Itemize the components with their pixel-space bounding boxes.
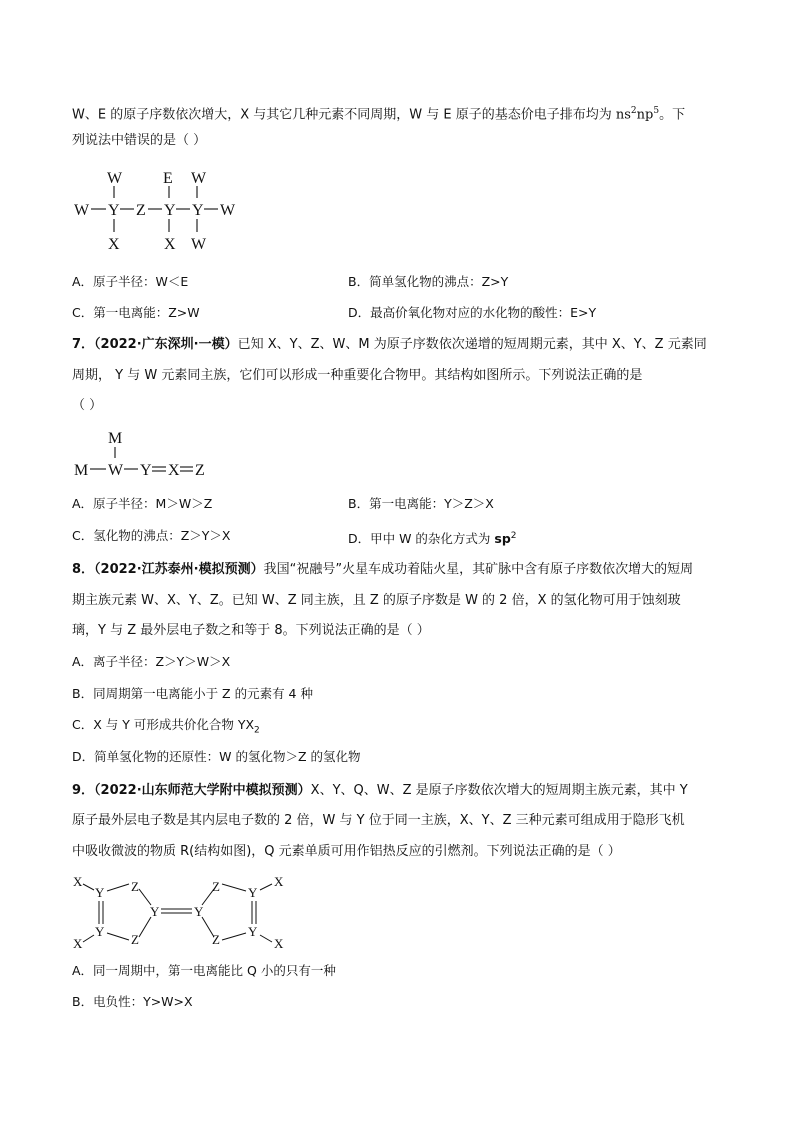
- config-np-sup: 5: [653, 106, 660, 116]
- atom-y: Y: [140, 462, 152, 479]
- q6-option-a[interactable]: A．原子半径：W＜E: [72, 274, 189, 289]
- q6-intro-line2: 列说法中错误的是（ ）: [72, 133, 207, 148]
- atom-x2: X: [164, 236, 176, 253]
- atom-x-br: X: [274, 936, 284, 951]
- atom-y2: Y: [164, 202, 176, 219]
- q9-line3: 中吸收微波的物质 R(结构如图)，Q 元素单质可用作铝热反应的引燃剂。下列说法正确的是（ ）: [72, 844, 621, 859]
- atom-z: Z: [136, 202, 146, 219]
- q8-option-b[interactable]: B．同周期第一电离能小于 Z 的元素有 4 种: [72, 686, 313, 701]
- atom-w-right: W: [220, 202, 236, 219]
- q8-option-c[interactable]: [72, 716, 260, 740]
- q6-option-c[interactable]: C．第一电离能：Z>W: [72, 305, 200, 320]
- q7-line1: [72, 335, 707, 355]
- q8-line3: 璃，Y 与 Z 最外层电子数之和等于 8。下列说法正确的是（ ）: [72, 623, 430, 638]
- q9-source: （2022·山东师范大学附中模拟预测）: [94, 783, 311, 798]
- atom-w-top1: W: [107, 170, 123, 187]
- atom-y-br: Y: [248, 924, 258, 939]
- config-np: np: [636, 107, 654, 123]
- atom-z-br: Z: [212, 932, 220, 947]
- atom-x1: X: [108, 236, 120, 253]
- atom-w-bottom: W: [191, 236, 207, 253]
- q7-option-a[interactable]: A．原子半径：M＞W＞Z: [72, 496, 213, 511]
- q6-intro-text: W、E 的原子序数依次增大，X 与其它几种元素不同周期，W 与 E 原子的基态价电子排布均为: [72, 107, 616, 123]
- q7-option-c[interactable]: C．氢化物的沸点：Z＞Y＞X: [72, 528, 231, 543]
- q9-number: 9．: [72, 783, 95, 798]
- q8-option-a[interactable]: A．离子半径：Z＞Y＞W＞X: [72, 654, 231, 669]
- atom-x-tl: X: [73, 874, 83, 889]
- atom-m-left: M: [74, 462, 89, 479]
- atom-w: W: [108, 462, 124, 479]
- q7-line2: 周期， Y 与 W 元素同主族，它们可以形成一种重要化合物甲。其结构如图所示。下列说法正确的是: [72, 368, 643, 383]
- q8-line2: 期主族元素 W、X、Y、Z。已知 W、Z 同主族，且 Z 的原子序数是 W 的 2 倍，X 的氢化物可用于蚀刻玻: [72, 593, 681, 608]
- q8-source: （2022·江苏泰州·模拟预测）: [94, 562, 264, 577]
- atom-w-top2: W: [191, 170, 207, 187]
- atom-y-tr: Y: [248, 885, 258, 900]
- atom-y-bl: Y: [95, 924, 105, 939]
- q9-text1: X、Y、Q、W、Z 是原子序数依次增大的短周期主族元素，其中 Y: [310, 783, 688, 798]
- q7-source: （2022·广东深圳·一模）: [94, 337, 238, 352]
- atom-x: X: [168, 462, 180, 479]
- q7-option-b[interactable]: B．第一电离能：Y＞Z＞X: [348, 496, 494, 511]
- q9-line2: 原子最外层电子数是其内层电子数的 2 倍，W 与 Y 位于同一主族，X、Y、Z 三种元素可组成用于隐形飞机: [72, 813, 685, 828]
- q7-option-d-text: D．甲中 W 的杂化方式为: [348, 531, 495, 547]
- q7-option-d[interactable]: [348, 527, 517, 548]
- hybrid-sp: sp: [494, 531, 511, 547]
- q8-option-c-text: C．X 与 Y 可形成共价化合物 YX: [72, 717, 255, 732]
- q9-line1: [72, 781, 688, 801]
- atom-z-tl: Z: [131, 879, 139, 894]
- config-ns: ns: [615, 107, 631, 123]
- q9-option-a[interactable]: A．同一周期中，第一电离能比 Q 小的只有一种: [72, 963, 336, 978]
- q6-intro-tail: 。下: [659, 107, 686, 123]
- atom-z-bl: Z: [131, 932, 139, 947]
- hybrid-sup: 2: [510, 531, 517, 541]
- atom-z: Z: [195, 462, 205, 479]
- atom-m-top: M: [108, 430, 123, 447]
- atom-x-tr: X: [274, 874, 284, 889]
- atom-y-center-right: Y: [194, 904, 204, 919]
- q7-text1: 已知 X、Y、Z、W、M 为原子序数依次递增的短周期元素，其中 X、Y、Z 元素同: [237, 337, 707, 352]
- q6-option-b[interactable]: B．简单氢化物的沸点：Z>Y: [348, 274, 509, 289]
- q6-structure-diagram: [70, 164, 250, 256]
- q8-text1: 我国“祝融号”火星车成功着陆火星，其矿脉中含有原子序数依次增大的短周: [263, 562, 694, 577]
- q9-structure-diagram: [70, 872, 300, 954]
- q7-structure-diagram: [70, 424, 220, 480]
- q6-option-d[interactable]: D．最高价氧化物对应的水化物的酸性：E>Y: [348, 305, 597, 320]
- atom-y1: Y: [108, 202, 120, 219]
- config-ns-sup: 2: [630, 106, 637, 116]
- q9-option-b[interactable]: B．电负性：Y>W>X: [72, 994, 193, 1009]
- q7-number: 7．: [72, 337, 95, 352]
- atom-y3: Y: [192, 202, 204, 219]
- q6-intro-line1: [72, 101, 685, 125]
- q8-line1: [72, 560, 693, 580]
- q7-line3: （ ）: [72, 398, 103, 413]
- atom-y-center-left: Y: [150, 904, 160, 919]
- atom-x-bl: X: [73, 936, 83, 951]
- q8-number: 8．: [72, 562, 95, 577]
- atom-e-top: E: [163, 170, 173, 187]
- atom-y-tl: Y: [95, 885, 105, 900]
- atom-w-left: W: [74, 202, 90, 219]
- atom-z-tr: Z: [212, 879, 220, 894]
- q8-option-d[interactable]: D．简单氢化物的还原性：W 的氢化物＞Z 的氢化物: [72, 749, 361, 764]
- formula-sub: 2: [254, 725, 260, 736]
